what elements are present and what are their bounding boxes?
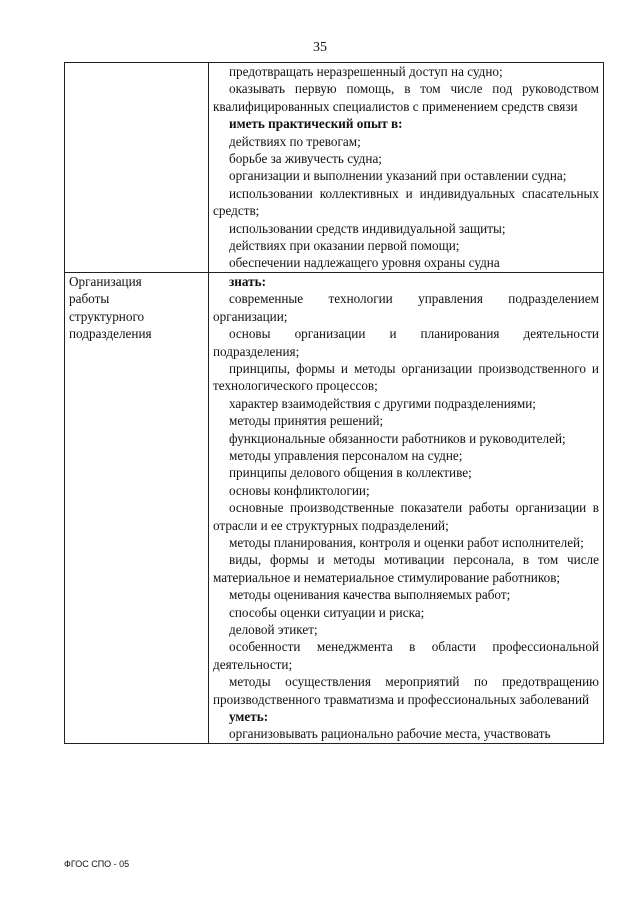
footer-standard-code: ФГОС СПО - 05 (64, 859, 130, 869)
topic-line: подразделения (69, 326, 152, 342)
requirement-item: деловой этикет; (229, 622, 318, 637)
requirement-item: основы конфликтологии; (229, 482, 370, 498)
requirement-item: функциональные обязанности работников и руководителей; (229, 430, 566, 446)
topic-line: структурного (69, 308, 145, 324)
requirement-item: использовании коллективных и индивидуальных спасательных средств; (213, 185, 599, 219)
table-row (65, 272, 604, 743)
table-row (65, 63, 604, 273)
requirement-item: действиях при оказании первой помощи; (229, 238, 460, 254)
requirement-item: принципы, формы и методы организации производственного и технологического процессов; (213, 360, 599, 394)
requirement-item: действиях по тревогам; (229, 133, 361, 149)
requirement-item: использовании средств индивидуальной защиты; (229, 220, 506, 236)
topic-line: работы (69, 291, 110, 307)
requirement-item: организации и выполнении указаний при оставлении судна; (229, 168, 567, 184)
requirement-item: методы планирования, контроля и оценки работ исполнителей; (229, 534, 584, 550)
content-cell (209, 63, 604, 273)
requirement-item: виды, формы и методы мотивации персонала, в том числе материальное и нематериальное стимулирование работников; (213, 552, 599, 585)
requirement-item: обеспечении надлежащего уровня охраны судна (229, 255, 500, 271)
section-heading: знать: (229, 273, 266, 289)
requirement-item: основные производственные показатели работы организации в отрасли и ее структурных подразделений; (213, 500, 599, 533)
requirement-item: характер взаимодействия с другими подразделениями; (229, 395, 536, 411)
topic-cell (65, 63, 209, 273)
requirement-item: борьбе за живучесть судна; (229, 151, 382, 167)
topic-line: Организация (69, 273, 142, 289)
requirement-item: предотвращать неразрешенный доступ на судно; (229, 64, 503, 79)
topic-cell (65, 272, 209, 743)
requirement-item: основы организации и планирования деятельности подразделения; (213, 326, 599, 359)
requirement-item: принципы делового общения в коллективе; (229, 465, 472, 481)
section-heading: иметь практический опыт в: (229, 116, 403, 132)
requirement-item: методы принятия решений; (229, 413, 384, 429)
competency-table-body (65, 63, 604, 744)
content-cell (209, 272, 604, 743)
requirement-item: способы оценки ситуации и риска; (229, 604, 425, 620)
requirement-item: современные технологии управления подразделением организации; (213, 291, 599, 324)
requirement-item: методы оценивания качества выполняемых работ; (229, 587, 511, 603)
competency-table (64, 62, 604, 744)
requirement-item: организовывать рационально рабочие места, участвовать (229, 726, 551, 742)
requirement-item: особенности менеджмента в области профессиональной деятельности; (213, 639, 599, 672)
section-heading: уметь: (229, 709, 269, 725)
requirement-item: оказывать первую помощь, в том числе под руководством квалифицированных специалистов с применением средств связи (213, 81, 599, 114)
requirement-item: методы осуществления мероприятий по предотвращению производственного травматизма и профессиональных заболеваний (213, 674, 599, 707)
page-number: 35 (313, 40, 327, 55)
requirement-item: методы управления персоналом на судне; (229, 447, 463, 463)
